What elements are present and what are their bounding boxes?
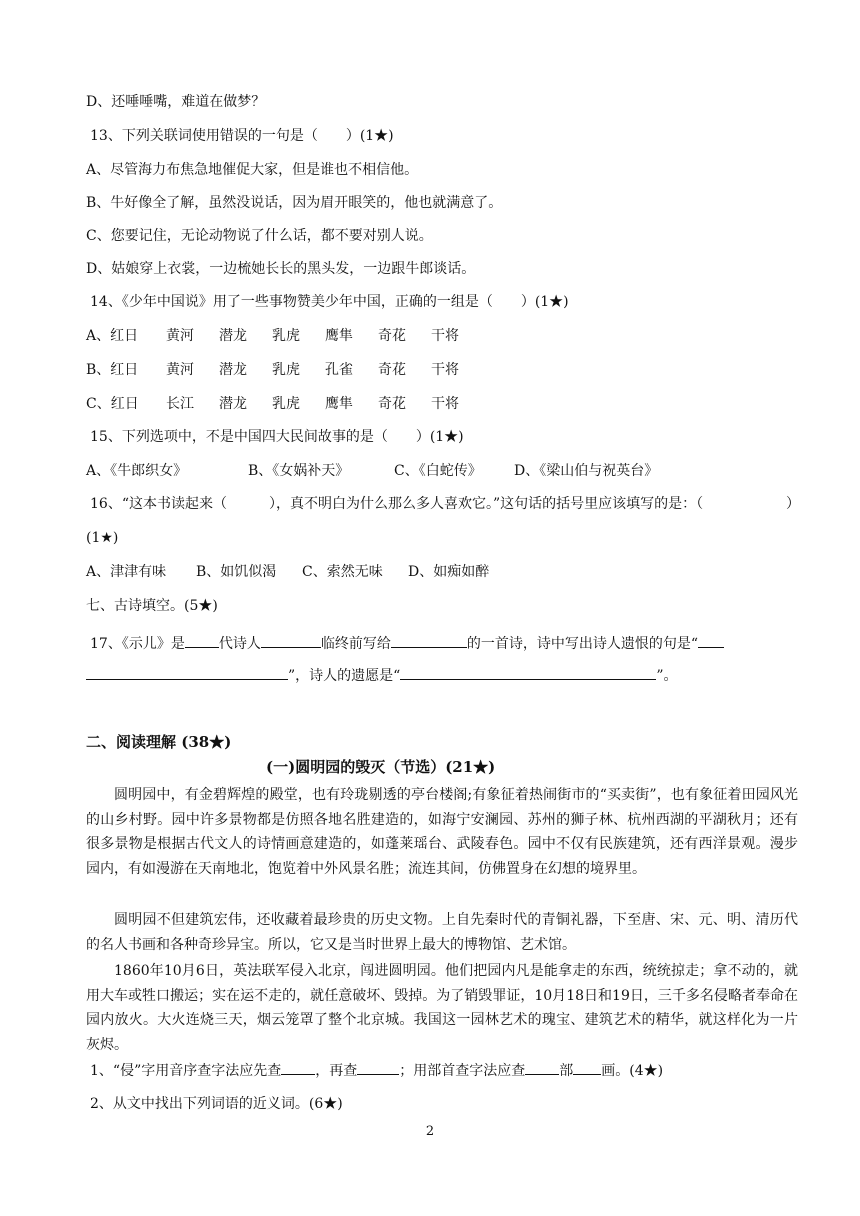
q14-option-item: 干将 bbox=[431, 396, 459, 412]
q17-line-2 bbox=[86, 664, 678, 686]
q16-stem-close: ） bbox=[786, 496, 800, 512]
q13-stem: 13、下列关联词使用错误的一句是（ ）(1★) bbox=[90, 128, 394, 144]
q13-option-b: B、牛好像全了解，虽然没说话，因为眉开眼笑的，他也就满意了。 bbox=[86, 195, 503, 211]
q17-text-3: 临终前写给 bbox=[320, 636, 391, 652]
q16-option-b: B、如饥似渴 bbox=[196, 564, 277, 580]
q14-option-item: 乳虎 bbox=[272, 362, 300, 378]
q17-blank-regret-start[interactable] bbox=[698, 632, 724, 648]
q14-option-item: B、红日 bbox=[86, 362, 139, 378]
q17-text-1: 17、《示儿》是 bbox=[90, 636, 185, 652]
rq1-text-1: 1、“侵”字用音序查字法应先查 bbox=[90, 1063, 282, 1079]
passage-paragraph-1: 圆明园中，有金碧辉煌的殿堂，也有玲珑剔透的亭台楼阁;有象征着热闹街市的“买卖街”，也有象征着田园风光的山乡村野。园中许多景物都是仿照各地名胜建造的，如海宁安澜园、苏州的狮子林、杭州西湖的平湖秋月；还有很多景物是根据古代文人的诗情画意建造的，如蓬莱瑶台、武陵春色。园中不仅有民族建筑，还有西洋景观。漫步园内，有如漫游在天南地北，饱览着中外风景名胜；流连其间，仿佛置身在幻想的境界里。 bbox=[86, 787, 798, 877]
q15-option-d: D、《梁山伯与祝英台》 bbox=[514, 463, 659, 479]
q14-option-item: 鹰隼 bbox=[325, 396, 353, 412]
q17-text-2: 代诗人 bbox=[218, 636, 261, 652]
q14-option-item: 奇花 bbox=[378, 328, 406, 344]
q17-text-5: ”，诗人的遗愿是“ bbox=[288, 668, 401, 684]
q14-option-item: 黄河 bbox=[166, 328, 194, 344]
q14-option-item: 潜龙 bbox=[219, 362, 247, 378]
rq1-blank-1[interactable] bbox=[281, 1059, 315, 1075]
q16-stem-text: 16、“这本书读起来（ ），真不明白为什么那么多人喜欢它。”这句话的括号里应该填写的是：（ bbox=[90, 496, 704, 512]
reading-q2: 2、从文中找出下列词语的近义词。(6★) bbox=[90, 1096, 343, 1112]
q15-option-b: B、《女娲补天》 bbox=[248, 463, 350, 479]
rq1-blank-3[interactable] bbox=[525, 1059, 559, 1075]
section-7-heading: 七、古诗填空。(5★) bbox=[86, 598, 218, 614]
q14-option-item: 干将 bbox=[431, 362, 459, 378]
passage-paragraph-3: 1860年10月6日，英法联军侵入北京，闯进圆明园。他们把园内凡是能拿走的东西，统统掠走；拿不动的，就用大车或牲口搬运；实在运不走的，就任意破坏、毁掉。为了销毁罪证，10月18日和19日，三千多名侵略者奉命在园内放火。大火连烧三天，烟云笼罩了整个北京城。我国这一园林艺术的瑰宝、建筑艺术的精华，就这样化为一片灰烬。 bbox=[86, 963, 798, 1053]
rq1-text-4: 部 bbox=[559, 1063, 574, 1079]
q17-line-1 bbox=[90, 632, 724, 654]
q13-option-d: D、姑娘穿上衣裳，一边梳她长长的黑头发，一边跟牛郎谈话。 bbox=[86, 261, 476, 277]
q14-option-item: 孔雀 bbox=[325, 362, 353, 378]
q17-blank-recipient[interactable] bbox=[391, 632, 467, 648]
q14-option-item: 乳虎 bbox=[272, 328, 300, 344]
q17-text-4: 的一首诗，诗中写出诗人遗恨的句是“ bbox=[466, 636, 698, 652]
q16-option-d: D、如痴如醉 bbox=[408, 564, 490, 580]
section-2-heading: 二、阅读理解 (38★) bbox=[86, 733, 232, 751]
rq1-text-2: ，再查 bbox=[315, 1063, 358, 1079]
q13-option-a: A、尽管海力布焦急地催促大家，但是谁也不相信他。 bbox=[86, 162, 419, 178]
q12-option-d: D、还唾唾嘴，难道在做梦？ bbox=[86, 94, 266, 110]
q15-option-c: C、《白蛇传》 bbox=[394, 463, 482, 479]
q17-blank-regret[interactable] bbox=[86, 664, 288, 680]
q14-option-item: 奇花 bbox=[378, 362, 406, 378]
q17-blank-dynasty[interactable] bbox=[185, 632, 219, 648]
page-number: 2 bbox=[425, 1124, 435, 1139]
q14-option-item: 奇花 bbox=[378, 396, 406, 412]
passage-title: (一)圆明园的毁灭（节选）(21★) bbox=[266, 758, 496, 776]
q14-option-item: 潜龙 bbox=[219, 328, 247, 344]
q14-stem: 14、《少年中国说》用了一些事物赞美少年中国，正确的一组是（ ）(1★) bbox=[90, 294, 569, 310]
passage-paragraph-2: 圆明园不但建筑宏伟，还收藏着最珍贵的历史文物。上自先秦时代的青铜礼器，下至唐、宋、元、明、清历代的名人书画和各种奇珍异宝。所以，它又是当时世界上最大的博物馆、艺术馆。 bbox=[86, 912, 798, 953]
q14-option-item: 潜龙 bbox=[219, 396, 247, 412]
q14-option-item: 干将 bbox=[431, 328, 459, 344]
rq1-text-5: 画。(4★) bbox=[601, 1063, 664, 1079]
q15-stem: 15、下列选项中，不是中国四大民间故事的是（ ）(1★) bbox=[90, 429, 464, 445]
q16-stem bbox=[90, 494, 703, 514]
q17-blank-poet[interactable] bbox=[261, 632, 321, 648]
q13-option-c: C、您要记住，无论动物说了什么话，都不要对别人说。 bbox=[86, 228, 433, 244]
q14-option-item: A、红日 bbox=[86, 328, 139, 344]
q17-blank-wish[interactable] bbox=[400, 664, 656, 680]
reading-q1 bbox=[90, 1059, 663, 1081]
q14-option-item: 鹰隼 bbox=[325, 328, 353, 344]
q16-option-c: C、索然无味 bbox=[302, 564, 383, 580]
q14-option-item: 乳虎 bbox=[272, 396, 300, 412]
rq1-blank-2[interactable] bbox=[357, 1059, 399, 1075]
q15-option-a: A、《牛郎织女》 bbox=[86, 463, 188, 479]
q14-option-item: 黄河 bbox=[166, 362, 194, 378]
q16-score: (1★) bbox=[86, 530, 119, 546]
q14-option-item: C、红日 bbox=[86, 396, 139, 412]
rq1-blank-4[interactable] bbox=[573, 1059, 601, 1075]
rq1-text-3: ；用部首查字法应查 bbox=[399, 1063, 526, 1079]
q17-text-6: ”。 bbox=[656, 668, 678, 684]
q14-option-item: 长江 bbox=[166, 396, 194, 412]
q16-option-a: A、津津有味 bbox=[86, 564, 167, 580]
